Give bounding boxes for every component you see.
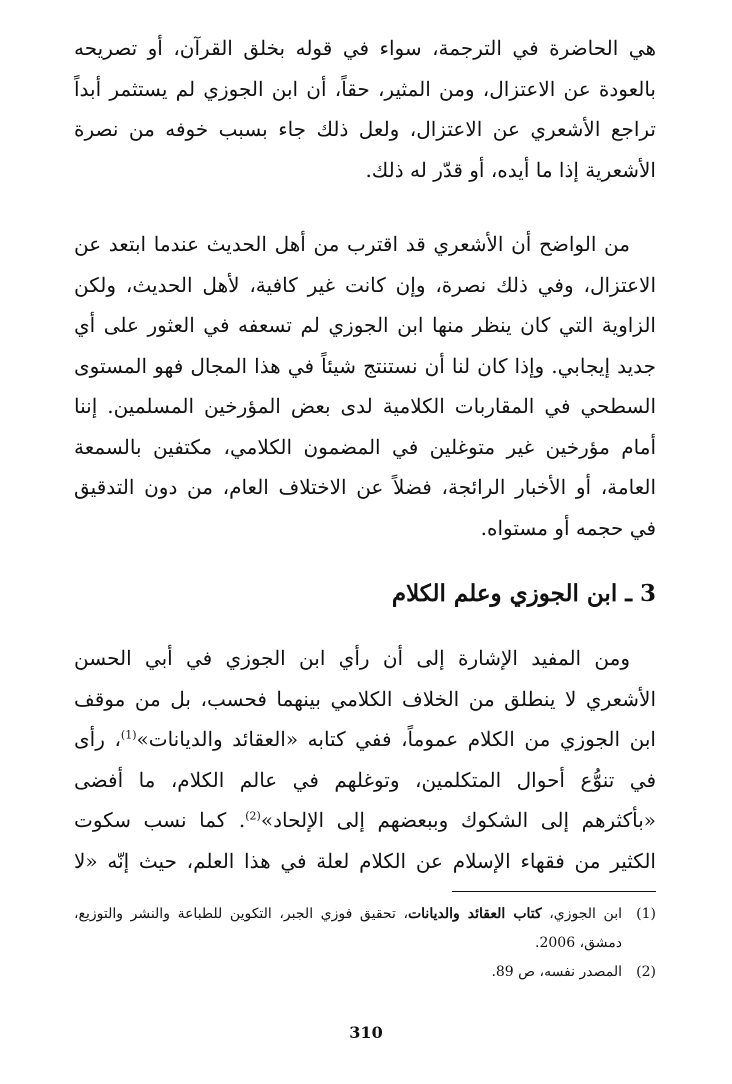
text-line: الزاوية التي كان ينظر منها ابن الجوزي لم تسعفه في العثور على أي <box>74 313 656 337</box>
footnote-reference-2[interactable]: (2) <box>245 809 261 823</box>
footnote-2 <box>74 958 656 987</box>
text-line: السطحي في المقاربات الكلامية لدى بعض المؤرخين المسلمين. إننا <box>74 394 656 418</box>
footnote-details: المصدر نفسه، ص 89. <box>491 964 622 980</box>
text-line: في تنوُّع أحوال المتكلمين، وتوغلهم في عالم الكلام، ما أفضى <box>74 767 656 792</box>
footnote-number: (1) <box>636 906 656 922</box>
page-number: 310 <box>349 1023 383 1042</box>
footnote-1 <box>74 900 656 958</box>
footnote-details: ، تحقيق فوزي الجبر، التكوين للطباعة والنشر والتوزيع، دمشق، 2006. <box>74 906 622 951</box>
paragraph-3 <box>74 638 656 881</box>
text-line <box>74 800 656 841</box>
text-line: الأشعري لا ينطلق من الخلاف الكلامي بينهما فحسب، بل من موقف <box>74 686 656 711</box>
text-line: أمام مؤرخين غير متوغلين في المضمون الكلامي، مكتفين بالسمعة <box>74 434 656 459</box>
text-segment: ابن الجوزي من الكلام عموماً، ففي كتابه «العقائد والديانات» <box>136 727 656 751</box>
paragraph-2 <box>74 224 656 548</box>
text-segment: ، رأى <box>74 727 121 751</box>
text-line: الأشعرية إذا ما أيده، أو قدّر له ذلك. <box>365 157 656 182</box>
text-line: الاعتزال، وفي ذلك نصرة، وإن كانت غير كافية، لأهل الحديث، ولكن <box>74 272 657 297</box>
footnote-reference-1[interactable]: (1) <box>120 728 137 742</box>
text-line: تراجع الأشعري عن الاعتزال، ولعل ذلك جاء بسبب خوفه من نصرة <box>74 117 656 141</box>
text-line: الكثير من فقهاء الإسلام عن الكلام لعلة في هذا العلم، حيث إنّه «لا <box>74 848 656 873</box>
text-line: من الواضح أن الأشعري قد اقترب من أهل الحديث عندما ابتعد عن <box>74 232 630 256</box>
text-line <box>74 719 656 760</box>
text-segment: . كما نسب سكوت <box>74 808 246 832</box>
text-line: في حجمه أو مستواه. <box>480 515 656 540</box>
footnote-text <box>74 958 622 987</box>
text-line: جديد إيجابي. وإذا كان لنا أن نستنتج شيئاً في هذا المجال فهو المستوى <box>74 353 656 378</box>
paragraph-1 <box>74 28 656 190</box>
text-line: ومن المفيد الإشارة إلى أن رأي ابن الجوزي في أبي الحسن <box>74 646 630 670</box>
text-line: العامة، أو الأخبار الرائجة، فضلاً عن الاختلاف العام، من دون التدقيق <box>74 475 657 499</box>
footnote-separator <box>452 891 656 892</box>
text-segment: «بأكثرهم إلى الشكوك وببعضهم إلى الإلحاد» <box>260 808 656 832</box>
text-line: هي الحاضرة في الترجمة، سواء في قوله بخلق القرآن، أو تصريحه <box>74 36 657 60</box>
footnote-number: (2) <box>636 964 656 980</box>
text-line: بالعودة عن الاعتزال، ومن المثير، حقاً، أن ابن الجوزي لم يستثمر أبداً <box>74 76 656 101</box>
footnotes <box>74 900 656 987</box>
footnote-text <box>74 900 622 958</box>
page-body <box>74 28 656 881</box>
section-heading: 3 ـ ابن الجوزي وعلم الكلام <box>391 580 656 607</box>
footnote-book-title: كتاب العقائد والديانات <box>407 906 542 922</box>
footnote-author: ابن الجوزي، <box>541 906 622 922</box>
